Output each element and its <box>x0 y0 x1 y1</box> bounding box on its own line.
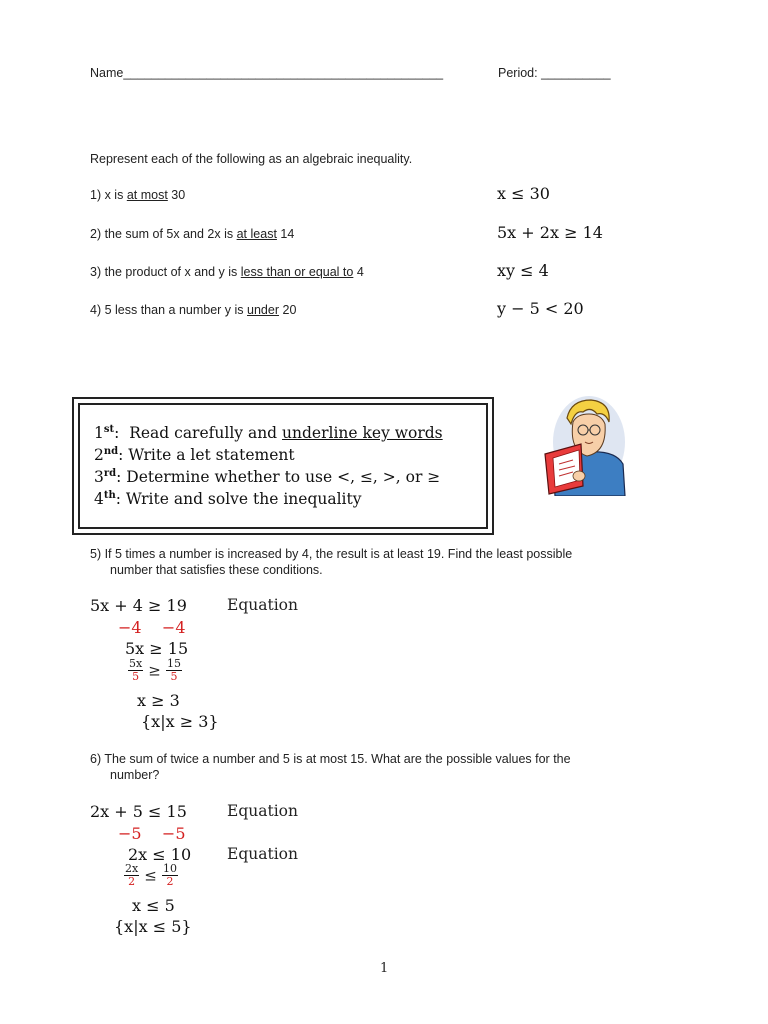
steps-box <box>72 397 494 535</box>
period-label: Period: <box>498 66 538 80</box>
problem-6-text-2: number? <box>110 768 160 782</box>
item-3: 3) the product of x and y is less than or equal to 4 <box>90 265 364 279</box>
hand <box>573 471 585 481</box>
p5-step-5: x ≥ 3 <box>137 691 180 710</box>
answer-4: y − 5 < 20 <box>497 299 584 318</box>
p6-step-3: 2x ≤ 10 <box>128 845 192 864</box>
key-word: less than or equal to <box>240 265 354 279</box>
item-4: 4) 5 less than a number y is under 20 <box>90 303 297 317</box>
step-3: 3rd: Determine whether to use <, ≤, >, or ≥ <box>94 468 441 487</box>
p5-fraction-step: $\frac{5x}{5}$ ≥ $\frac{15}{5}$ <box>129 657 181 683</box>
item-1: 1) x is at most 30 <box>90 188 186 202</box>
answer-3: xy ≤ 4 <box>497 261 549 280</box>
reading-boy-clipart <box>535 392 635 496</box>
answer-1: x ≤ 30 <box>497 184 550 203</box>
name-line <box>90 65 443 81</box>
steps-box-inner <box>78 403 488 529</box>
p6-equation-label: Equation <box>227 802 298 820</box>
p6-step-5: x ≤ 5 <box>132 896 175 915</box>
problem-5-text: 5) If 5 times a number is increased by 4, the result is at least 19. Find the least possible <box>90 547 573 561</box>
p5-step-3: 5x ≥ 15 <box>125 639 189 658</box>
step-2: 2nd: Write a let statement <box>94 446 295 465</box>
p6-solution-set: {x|x ≤ 5} <box>114 917 192 936</box>
problem-5-text-2: number that satisfies these conditions. <box>110 563 323 577</box>
p5-subtract-step: −4 −4 <box>118 618 186 637</box>
page-number: 1 <box>380 961 389 976</box>
p6-equation: 2x + 5 ≤ 15 <box>90 802 187 821</box>
key-word: under <box>247 303 280 317</box>
step-4: 4th: Write and solve the inequality <box>94 490 362 509</box>
name-blank[interactable]: ______________________________________________ <box>123 66 444 80</box>
answer-2: 5x + 2x ≥ 14 <box>497 223 603 242</box>
p6-fraction-step: $\frac{2x}{2}$ ≤ $\frac{10}{2}$ <box>125 862 177 888</box>
key-word: at least <box>236 227 277 241</box>
period-blank[interactable]: __________ <box>541 66 611 80</box>
p5-solution-set: {x|x ≥ 3} <box>141 712 219 731</box>
p5-equation-label: Equation <box>227 596 298 614</box>
name-label: Name <box>90 66 124 80</box>
item-2: 2) the sum of 5x and 2x is at least 14 <box>90 227 295 241</box>
key-word: at most <box>126 188 168 202</box>
p5-equation: 5x + 4 ≥ 19 <box>90 596 187 615</box>
problem-6-text: 6) The sum of twice a number and 5 is at most 15. What are the possible values for the <box>90 752 571 766</box>
instructions: Represent each of the following as an algebraic inequality. <box>90 152 413 166</box>
step-1: 1st: Read carefully and underline key words <box>94 424 443 443</box>
p6-equation-label-2: Equation <box>227 845 298 863</box>
p6-subtract-step: −5 −5 <box>118 824 186 843</box>
period-line <box>498 65 611 81</box>
